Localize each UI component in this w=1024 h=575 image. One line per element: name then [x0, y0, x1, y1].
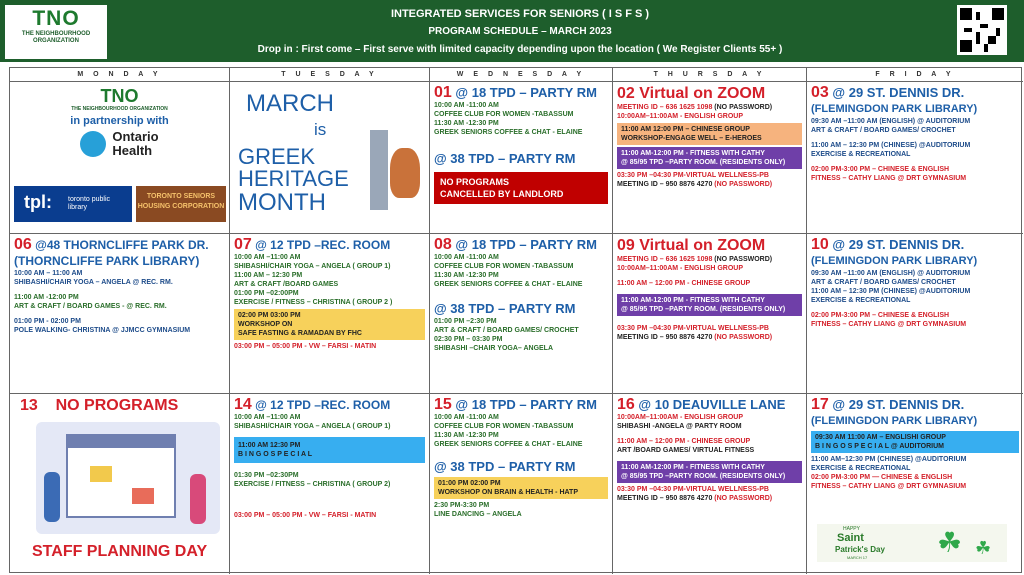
bingo-special-box: 09:30 AM 11:00 AM – ENGLISHI GROUP B I N G O S P E C I A L @ AUDITORIUM [811, 431, 1019, 453]
cell-tue-14: 14 @ 12 TPD –REC. ROOM 10:00 AM –11:00 AM SHIBASHI/CHAIR YOGA – ANGELA ( GROUP 1) 11:00 AM 12:30 PM B I N G O S P E C I A L 01:30 PM –02:30PM EXERCISE / FITNESS – CHRISTINA ( GROUP 2) 03:00 PM – 05:00 PM - VW – FARSI - MATIN [230, 394, 430, 574]
cell-tue-greek-heritage: MARCH is GREEK HERITAGE MONTH [230, 82, 430, 234]
cell-wed-08: 08 @ 18 TPD – PARTY RM 10:00 AM -11:00 AM COFFEE CLUB FOR WOMEN -TABASSUM 11:30 AM -12:30 PM GREEK SENIORS COFFEE & CHAT - ELAINE @ 38 TPD – PARTY RM 01:00 PM –2:30 PM ART & CRAFT / BOARD GAMES/ CROCHET 02:30 PM – 03:30 PM SHIBASHI –CHAIR YOGA– ANGELA [430, 234, 613, 394]
schedule-grid [9, 67, 1022, 573]
day-thursday: T H U R S D A Y [613, 68, 807, 82]
cell-fri-03: 03 @ 29 ST. DENNIS DR. (FLEMINGDON PARK LIBRARY) 09:30 AM –11:00 AM (ENGLISH) @ AUDITORIUM ART & CRAFT / BOARD GAMES/ CROCHET 11:00 AM – 12:30 PM (CHINESE) @AUDITORIUM EXERCISE & RECREATIONAL 02:00 PM-3:00 PM – CHINESE & ENGLISH FITNESS – CATHY LIANG @ DRT GYMNASIUM [807, 82, 1023, 234]
ramadan-workshop-box: 02:00 PM 03:00 PM WORKSHOP ON SAFE FASTING & RAMADAN BY FHC [234, 309, 425, 340]
cell-tue-07: 07 @ 12 TPD –REC. ROOM 10:00 AM –11:00 AM SHIBASHI/CHAIR YOGA – ANGELA ( GROUP 1) 11:00 AM – 12:30 PM ART & CRAFT /BOARD GAMES 01:00 PM –02:00PM EXERCISE / FITNESS – CHRISTINA ( GROUP 2 ) 02:00 PM 03:00 PM WORKSHOP ON SAFE FASTING & RAMADAN BY FHC 03:00 PM – 05:00 PM - VW – FARSI - MATIN [230, 234, 430, 394]
shamrock-icon: ☘ [937, 527, 963, 558]
cell-thu-09: 09 Virtual on ZOOM MEETING ID – 636 1625 1098 (NO PASSWORD) 10:00AM–11:00AM - ENGLISH GROUP 11:00 AM – 12:00 PM - CHINESE GROUP 11:00 AM-12:00 PM - FITNESS WITH CATHY @ 85/95 TPD –PARTY ROOM. (RESIDENTS ONLY) 03:30 PM –04:30 PM-VIRTUAL WELLNESS-PB MEETING ID – 950 8876 4270 (NO PASSWORD) [613, 234, 807, 394]
cell-mon-partners: TNO THE NEIGHBOURHOOD ORGANIZATION in partnership with Ontario Health tpl: toronto public library TORONTO SENIORS HOUSING CORPORATION [10, 82, 230, 234]
qr-code-icon [957, 5, 1007, 55]
cell-mon-13: 13 NO PROGRAMS STAFF PLANNING DAY [10, 394, 230, 574]
chinese-workshop-box: 11:00 AM 12:00 PM – CHINESE GROUP WORKSHOP-ENGAGE WELL – E-HEROES [617, 123, 802, 145]
fitness-cathy-box: 11:00 AM-12:00 PM - FITNESS WITH CATHY @ 85/95 TPD –PARTY ROOM. (RESIDENTS ONLY) [617, 147, 802, 169]
cell-fri-10: 10 @ 29 ST. DENNIS DR. (FLEMINGDON PARK LIBRARY) 09:30 AM –11:00 AM (ENGLISH) @ AUDITORIUM ART & CRAFT / BOARD GAMES/ CROCHET 11:00 AM – 12:30 PM (CHINESE) @AUDITORIUM EXERCISE & RECREATIONAL 02:00 PM-3:00 PM – CHINESE & ENGLISH FITNESS – CATHY LIANG @ DRT GYMNASIUM [807, 234, 1023, 394]
tshc-logo: TORONTO SENIORS HOUSING CORPORATION [136, 186, 226, 222]
cell-wed-15: 15 @ 18 TPD – PARTY RM 10:00 AM -11:00 AM COFFEE CLUB FOR WOMEN -TABASSUM 11:30 AM -12:30 PM GREEK SENIORS COFFEE & CHAT - ELAINE @ 38 TPD – PARTY RM 01:00 PM 02:00 PM WORKSHOP ON BRAIN & HEALTH - HATP 2:30 PM-3:30 PM LINE DANCING – ANGELA [430, 394, 613, 574]
amphora-icon [390, 148, 420, 198]
page-subtitle: PROGRAM SCHEDULE – MARCH 2023 [428, 26, 612, 37]
cell-wed-01: 01 @ 18 TPD – PARTY RM 10:00 AM -11:00 AM COFFEE CLUB FOR WOMEN -TABASSUM 11:30 AM -12:30 PM GREEK SENIORS COFFEE & CHAT - ELAINE @ 38 TPD – PARTY RM NO PROGRAMS CANCELLED BY LANDLORD [430, 82, 613, 234]
tpl-logo: tpl: toronto public library [14, 186, 132, 222]
st-patricks-day-banner: HAPPY Saint Patrick's Day MARCH 17 ☘ ☘ [817, 524, 1007, 562]
calendar-illustration [36, 422, 220, 534]
cell-thu-16: 16 @ 10 DEAUVILLE LANE 10:00AM–11:00AM - ENGLISH GROUP SHIBASHI -ANGELA @ PARTY ROOM 11:00 AM – 12:00 PM - CHINESE GROUP ART /BOARD GAMES/ VIRTUAL FITNESS 11:00 AM-12:00 PM - FITNESS WITH CATHY @ 85/95 TPD –PARTY ROOM. (RESIDENTS ONLY) 03:30 PM –04:30 PM-VIRTUAL WELLNESS-PB MEETING ID – 950 8876 4270 (NO PASSWORD) [613, 394, 807, 574]
greek-column-icon [370, 130, 388, 210]
cell-mon-06: 06 @48 THORNCLIFFE PARK DR. (THORNCLIFFE PARK LIBRARY) 10:00 AM – 11:00 AM SHIBASHI/CHAIR YOGA – ANGELA @ REC. RM. 11:00 AM -12:00 PM ART & CRAFT / BOARD GAMES - @ REC. RM. 01:00 PM - 02:00 PM POLE WALKING- CHRISTINA @ JJMCC GYMNASIUM [10, 234, 230, 394]
day-wednesday: W E D N E S D A Y [430, 68, 613, 82]
fitness-cathy-box: 11:00 AM-12:00 PM - FITNESS WITH CATHY @ 85/95 TPD –PARTY ROOM. (RESIDENTS ONLY) [617, 294, 802, 316]
cancelled-notice: NO PROGRAMS CANCELLED BY LANDLORD [434, 172, 608, 204]
day-tuesday: T U E S D A Y [230, 68, 430, 82]
page-title: INTEGRATED SERVICES FOR SENIORS ( I S F S ) [390, 8, 650, 20]
cell-thu-02: 02 Virtual on ZOOM MEETING ID – 636 1625 1098 (NO PASSWORD) 10:00AM–11:00AM - ENGLISH GROUP 11:00 AM 12:00 PM – CHINESE GROUP WORKSHOP-ENGAGE WELL – E-HEROES 11:00 AM-12:00 PM - FITNESS WITH CATHY @ 85/95 TPD –PARTY ROOM. (RESIDENTS ONLY) 03:30 PM –04:30 PM-VIRTUAL WELLNESS-PB MEETING ID – 950 8876 4270 (NO PASSWORD) [613, 82, 807, 234]
tno-logo-small: TNO [100, 86, 139, 106]
day-friday: F R I D A Y [807, 68, 1023, 82]
brain-health-workshop-box: 01:00 PM 02:00 PM WORKSHOP ON BRAIN & HEALTH - HATP [434, 477, 608, 499]
day-monday: M O N D A Y [10, 68, 230, 82]
cell-fri-17: 17 @ 29 ST. DENNIS DR. (FLEMINGDON PARK LIBRARY) 09:30 AM 11:00 AM – ENGLISHI GROUP B I N G O S P E C I A L @ AUDITORIUM 11:00 AM–12:30 PM (CHINESE) @AUDITORIUM EXERCISE & RECREATIONAL 02:00 PM-3:00 PM — CHINESE & ENGLISH FITNESS – CATHY LIANG @ DRT GYMNASIUM HAPPY Saint Patrick's Day MARCH 17 ☘ ☘ [807, 394, 1023, 574]
ontario-health-icon [80, 131, 106, 157]
shamrock-icon: ☘ [975, 538, 992, 558]
fitness-cathy-box: 11:00 AM-12:00 PM - FITNESS WITH CATHY @ 85/95 TPD –PARTY ROOM. (RESIDENTS ONLY) [617, 461, 802, 483]
bingo-special-box: 11:00 AM 12:30 PM B I N G O S P E C I A L [234, 437, 425, 463]
header-note: Drop in : First come – First serve with limited capacity depending upon the location ( We Register Clients 55+ ) [257, 44, 783, 55]
header [0, 0, 1024, 62]
tno-logo: TNO THE NEIGHBOURHOOD ORGANIZATION [4, 4, 108, 60]
